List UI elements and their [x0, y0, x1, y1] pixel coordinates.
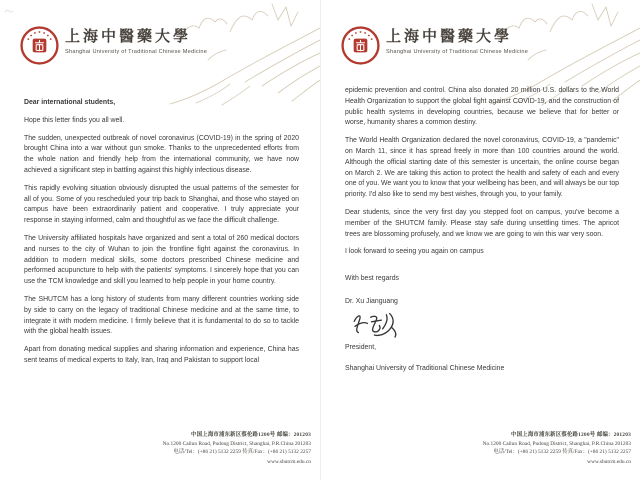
university-name-en: Shanghai University of Traditional Chinese Medicine [65, 48, 208, 55]
letter-paragraph: The World Health Organization declared the novel coronavirus, COVID-19, a "pandemic" on March 11, since it has spread freely in more than 100 countries around the world. Although the official starting date of this semester is uncertain, the online course began on March 2. We are taking this action to protect the health and safety of each and every one of you. We want you to know that your wellbeing has been, and will always be our top priority. I'd also like to send my best wishes, through you, to your family. [345, 137, 619, 199]
footer-website: www.shutcm.edu.cn [267, 459, 311, 466]
university-brand [20, 26, 207, 65]
university-titles [65, 26, 207, 55]
university-name-zh: 上海中醫藥大學 [386, 29, 513, 45]
footer-address-en: No.1200 Cailun Road, Pudong District, Shanghai, P.R.China 201203 [482, 440, 631, 447]
university-brand [341, 26, 528, 65]
closing-block [345, 274, 619, 374]
salutation: Dear international students, [24, 99, 116, 106]
university-name-zh: 上海中醫藥大學 [65, 29, 192, 45]
footer-telephone-fax: 电话/Tel：(+86 21) 5132 2259 传真/Fax：(+86 21) 5132 2257 [493, 449, 631, 456]
letter-paragraph: I look forward to seeing you again on campus [345, 248, 484, 256]
scan-artifact [4, 8, 14, 14]
footer-address-en: No.1200 Cailun Road, Pudong District, Shanghai, P.R.China 201203 [162, 440, 311, 447]
letter-paragraph: The sudden, unexpected outbreak of novel coronavirus (COVID-19) in the spring of 2020 brought China into a war without gun smoke. Thanks to the unprecedented efforts from the whole nation and friendly help from the international community, we have now achieved a significant step in battling against this highly infectious disease. [24, 134, 299, 174]
letter-paragraph: Apart from donating medical supplies and sharing information and experience, China has sent teams of medical experts to Italy, Iran, Iraq and Pakistan to support local [24, 346, 299, 364]
letter-paragraph: epidemic prevention and control. China also donated 20 million U.S. dollars to the World Health Organization to support the global fight against COVID-19, and the construction of public health systems in developing countries, because we believe that for better or worse, humanity shares a common destiny. [345, 87, 619, 127]
footer-website: www.shutcm.edu.cn [587, 459, 631, 466]
university-seal-icon [20, 26, 59, 65]
footer-address-zh: 中国上海市浦东新区蔡伦路1200号 邮编：201203 [191, 431, 311, 438]
university-name-en: Shanghai University of Traditional Chinese Medicine [386, 48, 529, 55]
signer-title: President, [345, 343, 377, 351]
letterhead-footer [483, 431, 631, 467]
letter-page-2 [320, 0, 640, 480]
university-titles [386, 26, 528, 55]
letter-body-page-2 [345, 86, 619, 374]
signer-organization: Shanghai University of Traditional Chinese Medicine [345, 364, 505, 372]
signer-name: Dr. Xu Jianguang [345, 297, 398, 305]
footer-address-zh: 中国上海市浦东新区蔡伦路1200号 邮编：201203 [511, 431, 631, 438]
president-signature [347, 309, 401, 342]
footer-telephone-fax: 电话/Tel：(+86 21) 5132 2259 传真/Fax：(+86 21) 5132 2257 [173, 449, 311, 456]
closing-regards: With best regards [345, 275, 399, 283]
letter-paragraph: Dear students, since the very first day you stepped foot on campus, you've become a member of the SHUTCM family. Please stay safe during unsettling times. The apricot trees are blossoming profusely, and we know we are going to win this war very soon. [345, 208, 619, 238]
letterhead-footer [163, 431, 311, 467]
university-seal-icon [341, 26, 380, 65]
letter-paragraph: The University affiliated hospitals have organized and sent a total of 260 medical doctors and nurses to the city of Wuhan to join the frontline fight against the coronavirus. In addition to modern medical skills, some doctors prescribed Chinese medicine and performed acupuncture to help with the patients' symptoms. I sincerely hope that you can use the TCM knowledge and skill you learned to help people in your home country. [24, 234, 299, 286]
letter-paragraph: This rapidly evolving situation obviously disrupted the usual patterns of the semester for all of you. Some of you rescheduled your trip back to Shanghai, and those who stayed on campus have been extraordinarily patient and cooperative. I truly appreciate your response in staying informed, calm and thoughtful as we face the difficult challenge. [24, 184, 299, 225]
letter-paragraph: Hope this letter finds you all well. [24, 116, 125, 124]
letter-paragraph: The SHUTCM has a long history of students from many different countries working side by side to carry on the legacy of traditional Chinese medicine and at the same time, to integrate it with modern medicine. I firmly believe that it is fundamental to do so to tackle with the global health issues. [24, 295, 299, 336]
letter-body-page-1 [24, 98, 299, 374]
